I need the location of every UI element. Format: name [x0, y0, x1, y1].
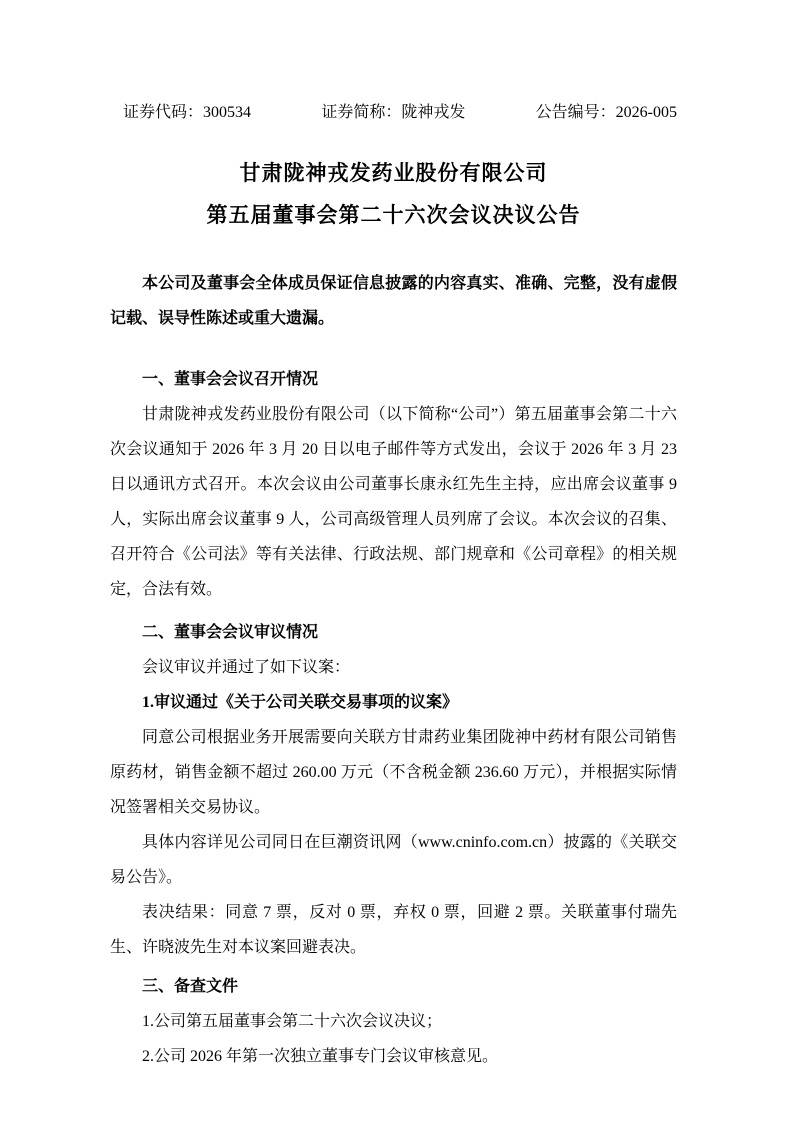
announcement-number: 公告编号：2026-005 [535, 104, 677, 121]
document-header [110, 102, 677, 124]
section1-heading: 一、董事会会议召开情况 [142, 371, 319, 388]
stock-code: 证券代码：300534 [123, 104, 252, 121]
reference-document-2: 2.公司 2026 年第一次独立董事专门会议审核意见。 [142, 1048, 499, 1065]
section2-intro: 会议审议并通过了如下议案： [142, 659, 351, 676]
announcement-title: 第五届董事会第二十六次会议决议公告 [206, 203, 581, 227]
proposal-heading: 1.审议通过《关于公司关联交易事项的议案》 [142, 694, 459, 711]
stock-short-name: 证券简称：陇神戎发 [321, 104, 466, 121]
disclosure-statement: 本公司及董事会全体成员保证信息披露的内容真实、准确、完整，没有虚假记载、误导性陈述或重大遗漏。 [110, 275, 677, 327]
proposal-paragraph-1: 同意公司根据业务开展需要向关联方甘肃药业集团陇神中药材有限公司销售原药材，销售金额不超过 260.00 万元（不含税金额 236.60 万元），并根据实际情况签署相关交易协议。 [110, 729, 677, 816]
reference-document-1: 1.公司第五届董事会第二十六次会议决议； [142, 1013, 443, 1030]
company-title: 甘肃陇神戎发药业股份有限公司 [239, 161, 548, 185]
section2-heading: 二、董事会会议审议情况 [142, 624, 319, 641]
section3-heading: 三、备查文件 [142, 978, 239, 995]
voting-result-paragraph: 表决结果：同意 7 票，反对 0 票，弃权 0 票，回避 2 票。关联董事付瑞先生、许晓波先生对本议案回避表决。 [110, 904, 677, 956]
section1-paragraph: 甘肃陇神戎发药业股份有限公司（以下简称“公司”）第五届董事会第二十六次会议通知于 2026 年 3 月 20 日以电子邮件等方式发出，会议于 2026 年 3 月 23 日以通讯方式召开。本次会议由公司董事长康永红先生主持，应出席会议董事 9 人，实际出席会议董事 9 人，公司高级管理人员列席了会议。本次会议的召集、召开符合《公司法》等有关法律、行政法规、部门规章和《公司章程》的相关规定，合法有效。 [110, 406, 677, 598]
proposal-paragraph-2: 具体内容详见公司同日在巨潮资讯网（www.cninfo.com.cn）披露的《关联交易公告》。 [110, 834, 677, 886]
